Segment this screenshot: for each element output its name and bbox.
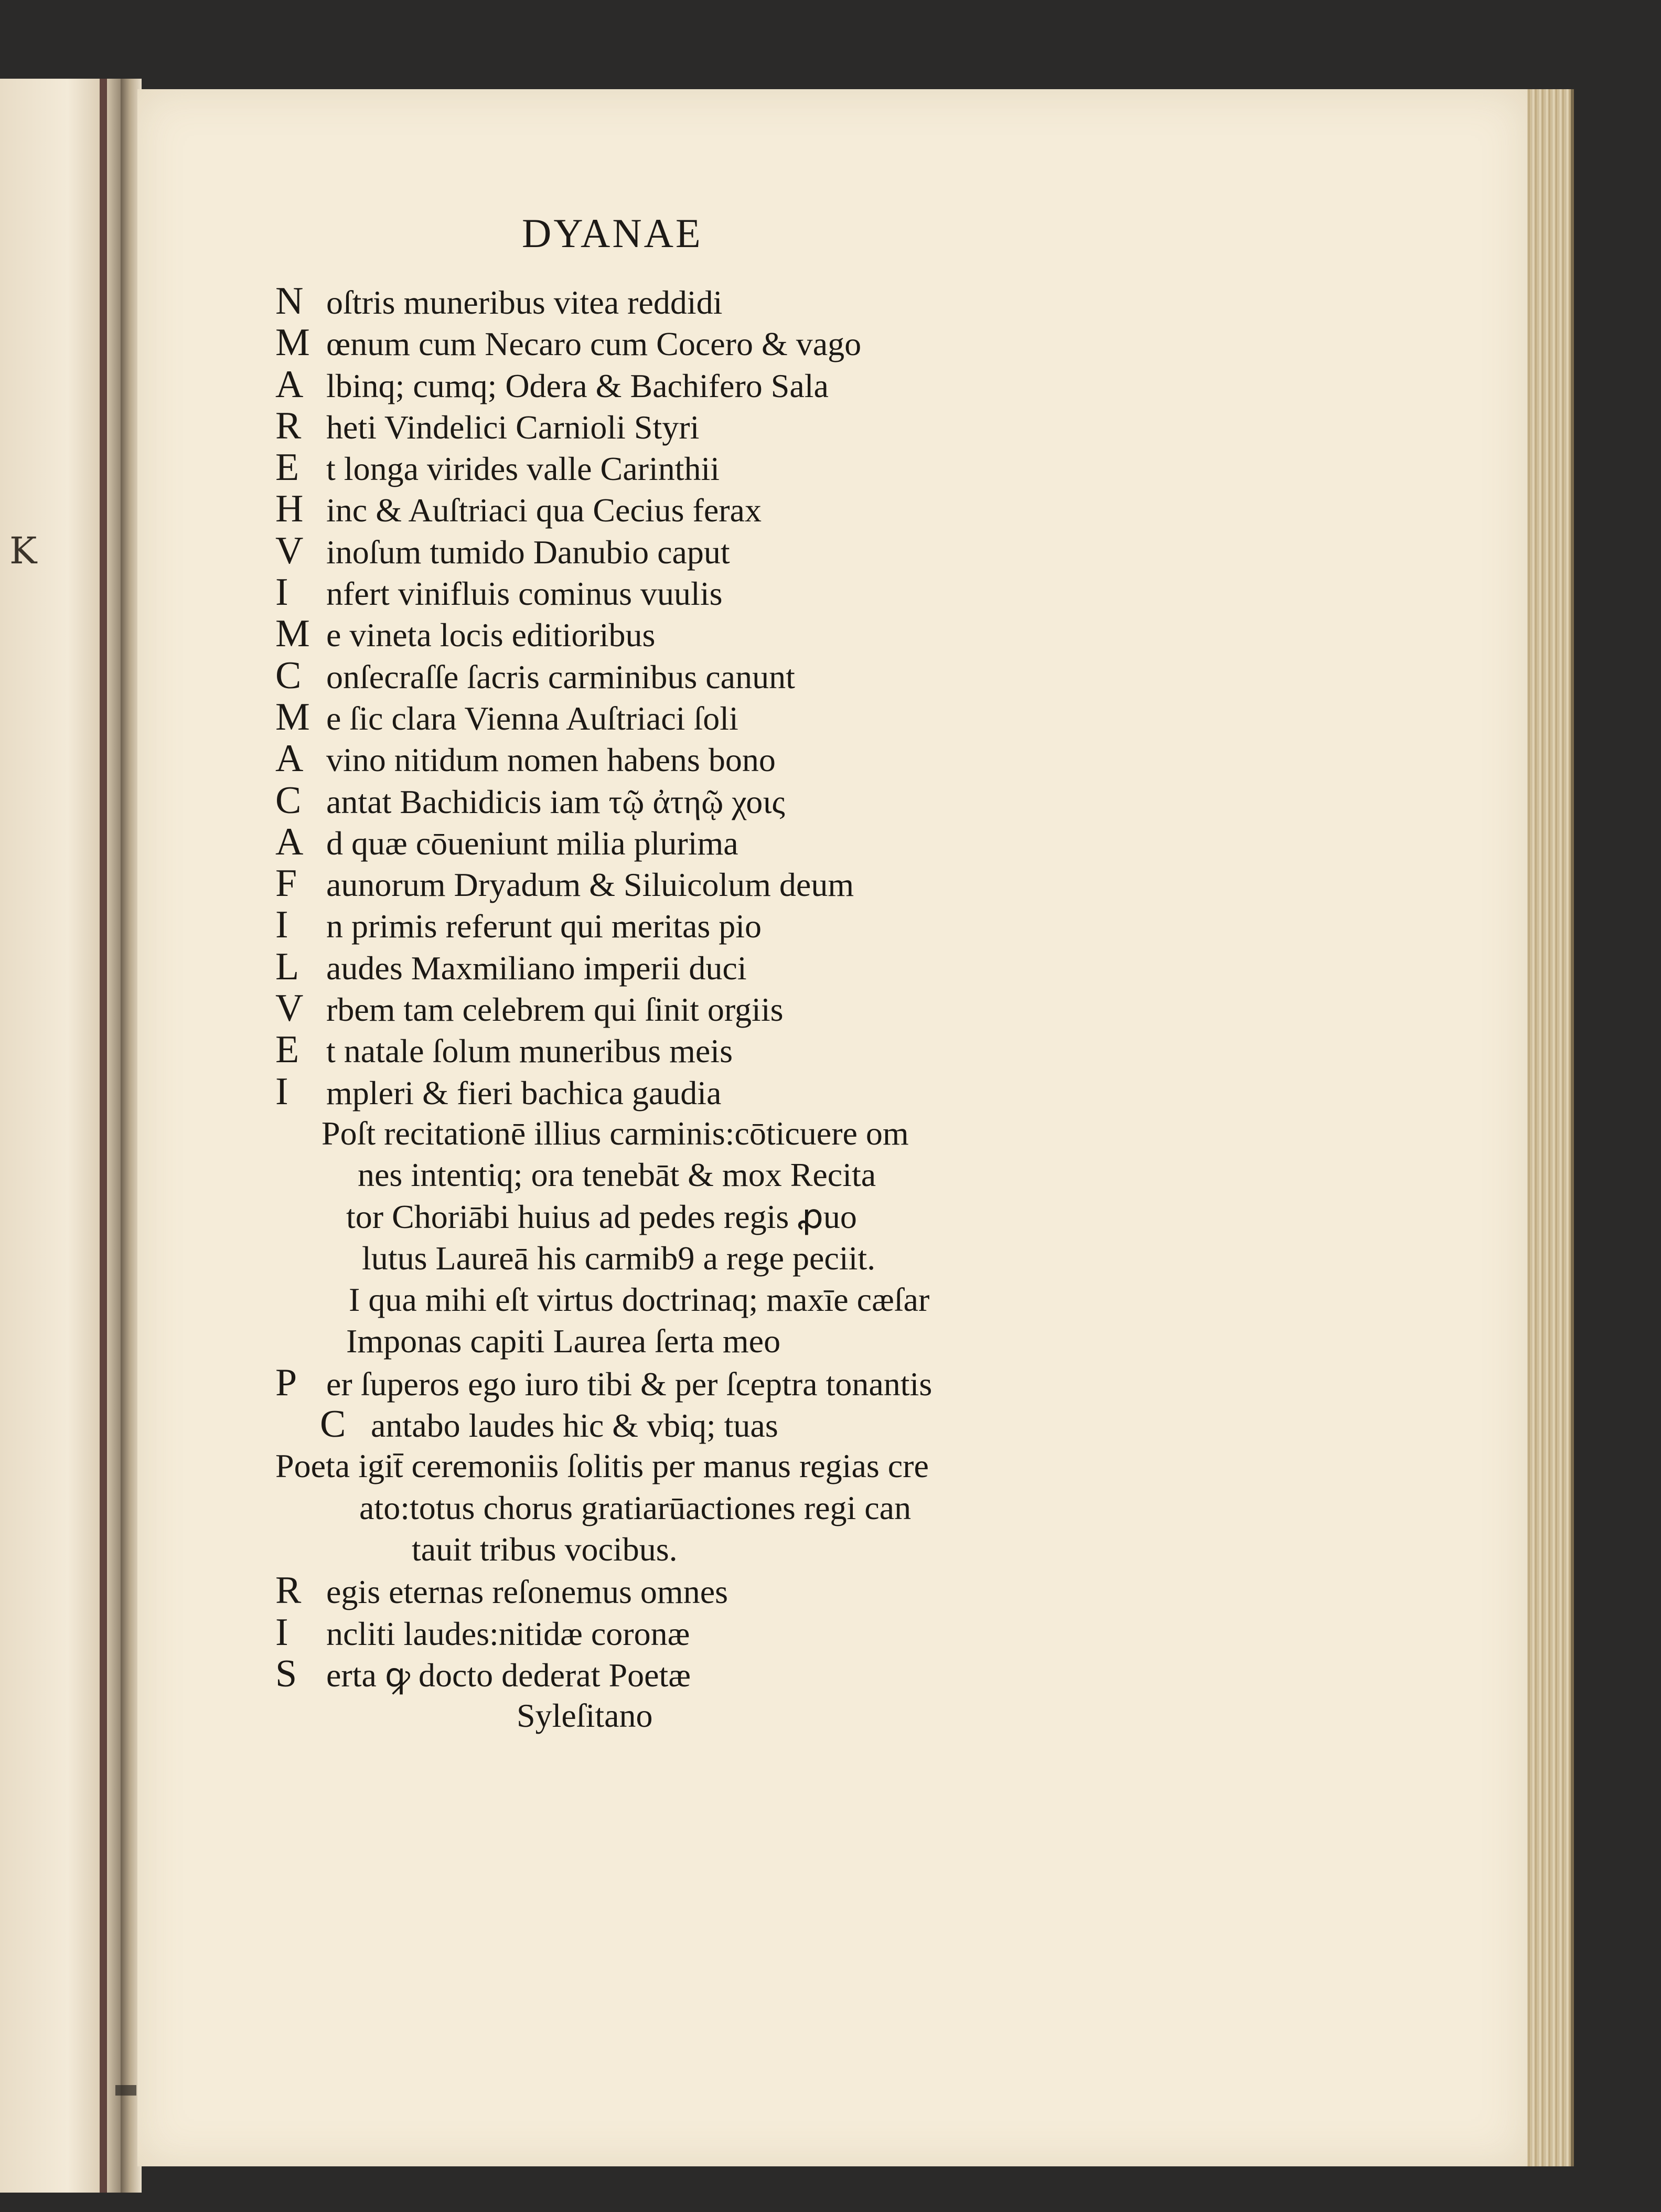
initial-letter: N (275, 280, 304, 323)
verse-text: er ſuperos ego iuro tibi & per ſceptra tonantis (326, 1365, 933, 1403)
verse-text: antat Bachidicis iam τῷ ἀτηῷ χοις (326, 783, 785, 820)
initial-letter: M (275, 612, 310, 656)
closing-line: Syleſitano (517, 1697, 653, 1735)
initial-letter: A (275, 362, 304, 406)
prose-line-6: Imponas capiti Laurea ſerta meo (346, 1322, 781, 1360)
verse-text: ncliti laudes:nitidæ coronæ (326, 1615, 690, 1652)
initial-letter: V (275, 987, 304, 1030)
verse-text: t natale ſolum muneribus meis (326, 1032, 733, 1070)
verse-line-5 (275, 447, 1429, 488)
page-corner-mark (115, 2085, 136, 2096)
verse-line-2 (275, 322, 1429, 364)
initial-letter: P (275, 1361, 297, 1404)
margin-mark: K (9, 529, 37, 572)
verse-line-17 (275, 946, 1429, 988)
verse-line-6 (275, 488, 1429, 530)
verse-line-18 (275, 988, 1429, 1029)
couplet-line-2 (275, 1404, 1429, 1445)
initial-letter: M (275, 695, 310, 739)
initial-letter: V (275, 529, 304, 572)
verse-text: erta ꝙ docto dederat Poetæ (326, 1656, 691, 1694)
verse-line-19 (275, 1029, 1429, 1071)
verse-text: onſecraſſe ſacris carminibus canunt (326, 658, 795, 696)
initial-letter: F (275, 862, 297, 905)
prose-line-1: Poſt recitationē illius carminis:cōticuere om (322, 1114, 909, 1152)
initial-letter: S (275, 1652, 297, 1695)
verse-text: n primis referunt qui meritas pio (326, 907, 762, 945)
hymn-line-2 (275, 1612, 1429, 1653)
verse-line-7 (275, 530, 1429, 572)
verse-text: antabo laudes hic & vbiq; tuas (371, 1407, 778, 1445)
verse-line-15 (275, 863, 1429, 904)
verse-text: inoſum tumido Danubio caput (326, 533, 730, 571)
verse-text: aunorum Dryadum & Siluicolum deum (326, 866, 854, 904)
verse-line-9 (275, 613, 1429, 655)
verse-text: egis eternas reſonemus omnes (326, 1573, 728, 1611)
text-block (275, 281, 1429, 1736)
verse-text: audes Maxmiliano imperii duci (326, 949, 747, 987)
rubric-line-2: ato:totus chorus gratiarūactiones regi can (359, 1489, 912, 1526)
initial-letter: I (275, 571, 288, 614)
verse-text: heti Vindelici Carnioli Styri (326, 408, 700, 446)
initial-letter: C (320, 1403, 346, 1446)
verse-text: rbem tam celebrem qui ſinit orgiis (326, 991, 784, 1029)
prose-line-4: lutus Laureā his carmib9 a rege peciit. (362, 1239, 876, 1277)
verse-line-1 (275, 281, 1429, 322)
initial-letter: E (275, 446, 299, 489)
prose-line-3: tor Choriābi huius ad pedes regis ꝓuo (346, 1198, 857, 1235)
initial-letter: M (275, 321, 310, 365)
initial-letter: I (275, 1070, 288, 1113)
verse-text: t longa virides valle Carinthii (326, 450, 720, 488)
prose-line-5: I qua mihi eſt virtus doctrinaq; maxīe cæſar (349, 1281, 930, 1319)
initial-letter: I (275, 903, 288, 947)
rubric-line-3: tauit tribus vocibus. (412, 1530, 678, 1568)
verse-text: lbinq; cumq; Odera & Bachifero Sala (326, 367, 829, 404)
verse-text: d quæ cōueniunt milia plurima (326, 824, 738, 862)
verse-text: e vineta locis editioribus (326, 616, 656, 654)
hymn-line-3 (275, 1653, 1429, 1695)
verse-line-4 (275, 405, 1429, 447)
verse-text: œnum cum Necaro cum Cocero & vago (326, 325, 862, 363)
verse-line-8 (275, 572, 1429, 613)
initial-letter: C (275, 654, 302, 697)
verse-line-14 (275, 821, 1429, 863)
initial-letter: L (275, 945, 299, 988)
verse-line-16 (275, 904, 1429, 946)
verse-text: vino nitidum nomen habens bono (326, 741, 776, 779)
verse-line-20 (275, 1071, 1429, 1113)
initial-letter: H (275, 487, 304, 531)
initial-letter: E (275, 1028, 299, 1072)
rubric-line-1: Poeta igit̄ ceremoniis ſolitis per manus regias cre (275, 1447, 929, 1485)
verse-text: mpleri & fieri bachica gaudia (326, 1074, 722, 1112)
couplet-line-1 (275, 1362, 1429, 1404)
verse-text: oſtris muneribus vitea reddidi (326, 284, 723, 321)
initial-letter: I (275, 1610, 288, 1654)
verse-line-13 (275, 780, 1429, 821)
verse-line-3 (275, 364, 1429, 405)
spine-binding (100, 79, 107, 2193)
verse-line-12 (275, 738, 1429, 779)
initial-letter: A (275, 737, 304, 781)
verse-text: e ſic clara Vienna Auſtriaci ſoli (326, 699, 738, 737)
initial-letter: C (275, 778, 302, 822)
initial-letter: R (275, 1569, 302, 1612)
verse-line-11 (275, 697, 1429, 738)
verse-text: nfert vinifluis cominus vuulis (326, 575, 723, 613)
prose-line-2: nes intentiq; ora tenebāt & mox Recita (358, 1156, 876, 1194)
hymn-line-1 (275, 1570, 1429, 1611)
verse-line-10 (275, 655, 1429, 697)
initial-letter: A (275, 820, 304, 863)
verse-text: inc & Auſtriaci qua Cecius ferax (326, 491, 762, 529)
running-title: DYANAE (522, 210, 703, 256)
initial-letter: R (275, 404, 302, 447)
